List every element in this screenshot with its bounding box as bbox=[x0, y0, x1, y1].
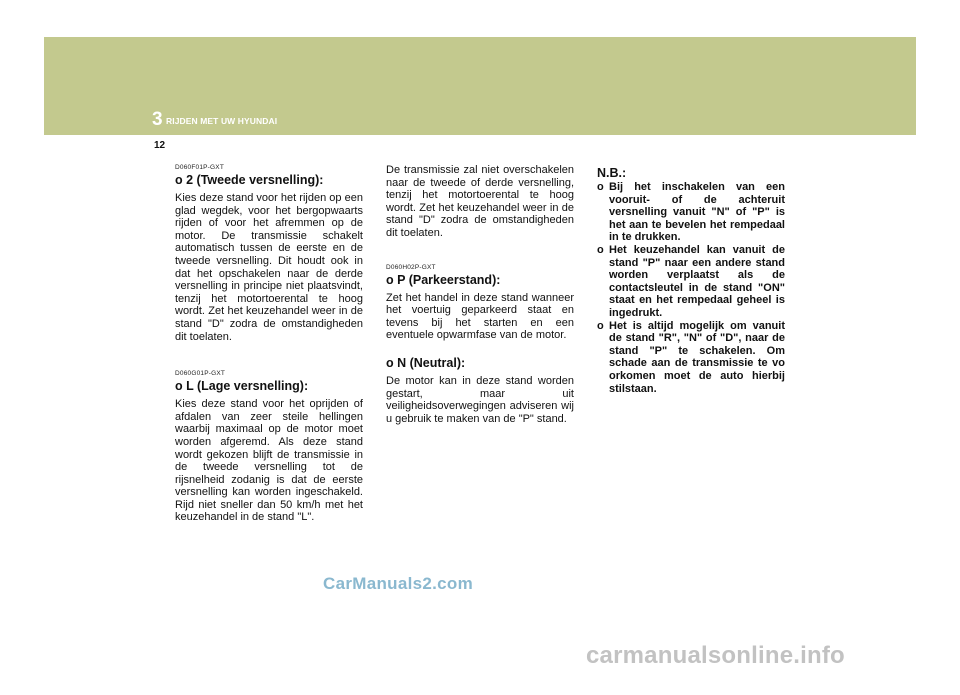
section-code: D060F01P-GXT bbox=[175, 164, 225, 171]
section-text-neutral: De motor kan in deze stand worden gestart, maar uit veiligheidsoverwegingen adviseren wij u gebruik te maken van de "P" stand. bbox=[386, 374, 574, 425]
note-title: N.B.: bbox=[597, 166, 627, 180]
bullet: o bbox=[597, 181, 604, 193]
note-item bbox=[597, 181, 785, 244]
section-text-second-gear: Kies deze stand voor het rijden op een glad wegdek, voor het bergopwaarts rijden of voor het afremmen op de motor. De transmissie schakelt automatisch tussen de eerste en de tweede versnelling. Dit houdt ook in dat het opschakelen naar de derde versnelling in principe niet plaatsvindt, tenzij het motortoerental te hoog wordt. Zet het keuzehandel weer in de stand "D" zodra de omstandigheden dit toelaten. bbox=[175, 192, 363, 343]
column-2 bbox=[386, 164, 574, 425]
bullet: o bbox=[597, 319, 604, 332]
section-code: D060H02P-GXT bbox=[386, 263, 436, 271]
section-text-park: Zet het handel in deze stand wanneer het voertuig geparkeerd staat en tevens bij het starten en een eventuele opwarmfase van de motor. bbox=[386, 291, 574, 342]
section-heading-park: o P (Parkeerstand): bbox=[386, 272, 501, 287]
section-heading-neutral: o N (Neutral): bbox=[386, 355, 466, 370]
section-text-low-gear: Kies deze stand voor het oprijden of afdalen van zeer steile hellingen waarbij maximaal op de motor moet worden afgeremd. Als deze stand wordt gekozen blijft de transmissie in de tweede versnelling tot de rijsnelheid zodanig is dat de eerste versnelling kan worden ingeschakeld. Rijd niet sneller dan 50 km/h met het keuzehandel in de stand "L". bbox=[175, 398, 363, 524]
section-heading-low-gear: o L (Lage versnelling): bbox=[175, 379, 309, 394]
note-item bbox=[597, 320, 785, 396]
column-1 bbox=[175, 164, 363, 524]
note-item bbox=[597, 244, 785, 320]
intro-text: De transmissie zal niet overschakelen naar de tweede of derde versnelling, tenzij het motortoerental te hoog wordt. Zet het keuzehandel weer in de stand "D" zodra de omstandigheden dit toelaten. bbox=[386, 164, 574, 239]
section-heading-second-gear: o 2 (Tweede versnelling): bbox=[175, 173, 324, 187]
column-3-notes bbox=[597, 166, 785, 395]
note-text: Het is altijd mogelijk om vanuit de stand "R", "N" of "D", naar de stand "P" te schakelen. Om schade aan de transmissie te vo orkomen moet de auto hierbij stilstaan. bbox=[609, 319, 785, 395]
bullet: o bbox=[597, 243, 604, 256]
note-text: Bij het inschakelen van een vooruit- of de achteruit versnelling vanuit "N" of "P" is het aan te bevelen het rempedaal in te drukken. bbox=[609, 181, 785, 244]
section-code: D060G01P-GXT bbox=[175, 370, 226, 378]
chapter-number: 3 bbox=[152, 109, 163, 130]
watermark-carmanualsonline[interactable]: carmanualsonline.info bbox=[586, 642, 845, 669]
watermark-carmanuals2[interactable]: CarManuals2.com bbox=[323, 574, 473, 593]
chapter-title: RIJDEN MET UW HYUNDAI bbox=[166, 116, 278, 126]
note-text: Het keuzehandel kan vanuit de stand "P" naar een andere stand worden verplaatst als de contactsleutel in de stand "ON" staat en het rempedaal geheel is ingedrukt. bbox=[609, 243, 785, 319]
page-number: 12 bbox=[154, 140, 166, 151]
